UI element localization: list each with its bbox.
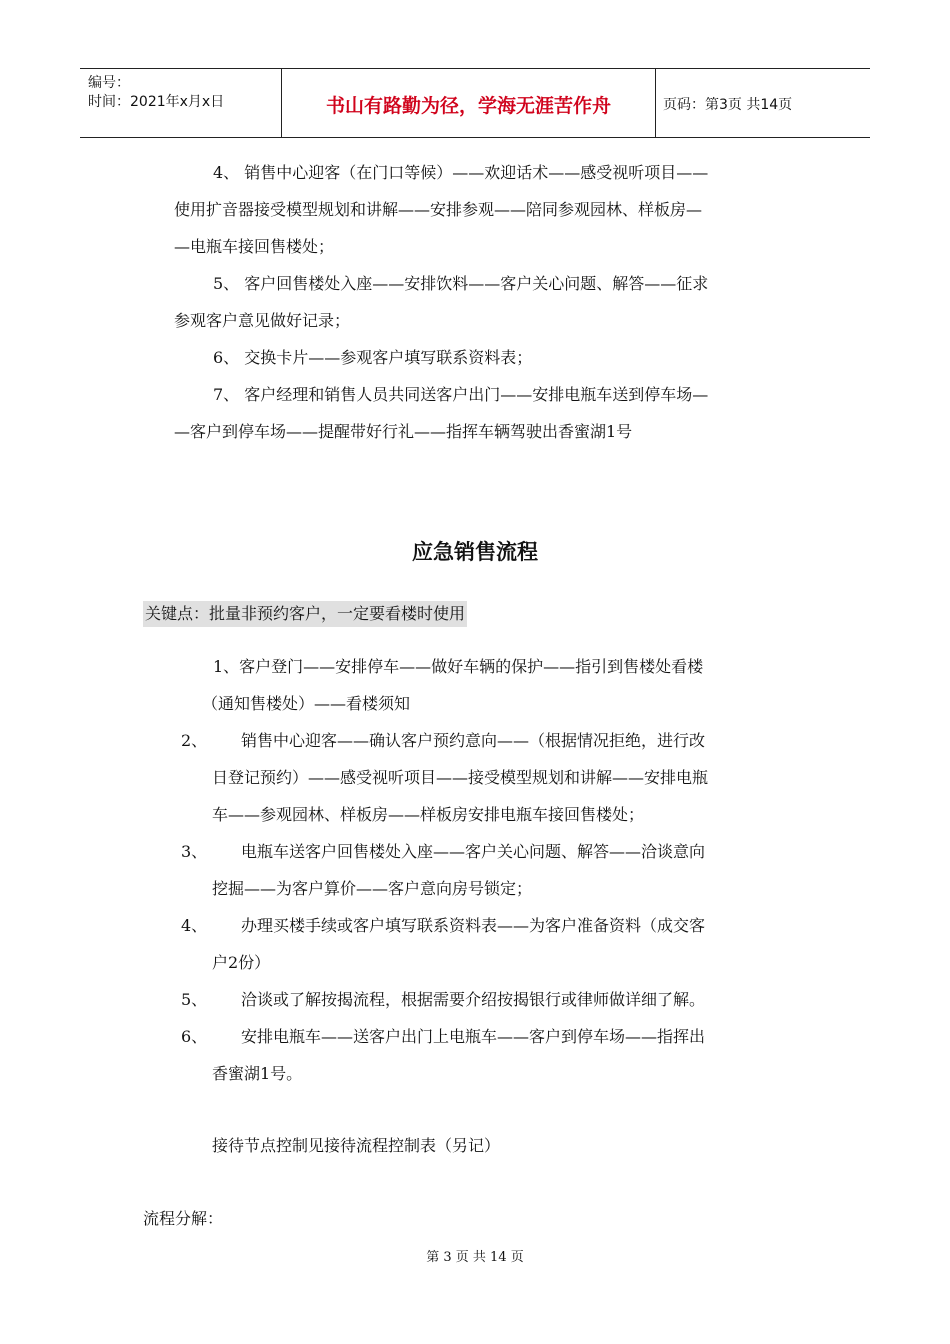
document-time-label: 时间：2021年x月x日 bbox=[88, 94, 225, 110]
emergency-step-3-line-1: 电瓶车送客户回售楼处入座——客户关心问题、解答——洽谈意向 bbox=[241, 842, 706, 861]
page-footer: 第 3 页 共 14 页 bbox=[426, 1250, 524, 1265]
header-page-info: 页码：第3页 共14页 bbox=[663, 97, 793, 113]
header-page-cell bbox=[655, 69, 870, 137]
upper-step-7-line-2: —客户到停车场——提醒带好行礼——指挥车辆驾驶出香蜜湖1号 bbox=[174, 422, 633, 441]
upper-step-4-line-1: 4、 销售中心迎客（在门口等候）——欢迎话术——感受视听项目—— bbox=[213, 163, 709, 182]
upper-step-7-line-1: 7、 客户经理和销售人员共同送客户出门——安排电瓶车送到停车场— bbox=[213, 385, 709, 404]
emergency-step-4-number: 4、 bbox=[181, 916, 208, 935]
section-title: 应急销售流程 bbox=[412, 540, 538, 564]
control-note: 接待节点控制见接待流程控制表（另记） bbox=[212, 1136, 501, 1155]
emergency-step-6-line-1: 安排电瓶车——送客户出门上电瓶车——客户到停车场——指挥出 bbox=[241, 1027, 706, 1046]
header-motto-cell bbox=[281, 69, 656, 137]
upper-step-5-line-1: 5、 客户回售楼处入座——安排饮料——客户关心问题、解答——征求 bbox=[213, 274, 709, 293]
emergency-step-5-number: 5、 bbox=[181, 990, 208, 1009]
emergency-step-3-line-2: 挖掘——为客户算价——客户意向房号锁定； bbox=[212, 879, 533, 898]
emergency-step-2-line-2: 日登记预约）——感受视听项目——接受模型规划和讲解——安排电瓶 bbox=[212, 768, 709, 787]
header-motto: 书山有路勤为径，学海无涯苦作舟 bbox=[325, 95, 611, 117]
key-point-highlight: 关键点：批量非预约客户，一定要看楼时使用 bbox=[143, 601, 467, 627]
emergency-step-2-number: 2、 bbox=[181, 731, 208, 750]
page-header bbox=[80, 68, 870, 138]
upper-step-6-line-1: 6、 交换卡片——参观客户填写联系资料表； bbox=[213, 348, 533, 367]
breakdown-label: 流程分解： bbox=[143, 1209, 224, 1228]
emergency-step-6-line-2: 香蜜湖1号。 bbox=[212, 1064, 303, 1083]
header-meta-cell bbox=[80, 69, 280, 137]
emergency-step-6-number: 6、 bbox=[181, 1027, 208, 1046]
upper-step-4-line-2: 使用扩音器接受模型规划和讲解——安排参观——陪同参观园林、样板房— bbox=[174, 200, 703, 219]
emergency-step-2-line-1: 销售中心迎客——确认客户预约意向——（根据情况拒绝，进行改 bbox=[241, 731, 706, 750]
document-number-label: 编号： bbox=[88, 75, 130, 91]
emergency-step-1-line-1: 1、客户登门——安排停车——做好车辆的保护——指引到售楼处看楼 bbox=[213, 657, 704, 676]
emergency-step-4-line-1: 办理买楼手续或客户填写联系资料表——为客户准备资料（成交客 bbox=[241, 916, 706, 935]
emergency-step-5-line-1: 洽谈或了解按揭流程，根据需要介绍按揭银行或律师做详细了解。 bbox=[241, 990, 706, 1009]
emergency-step-2-line-3: 车——参观园林、样板房——样板房安排电瓶车接回售楼处； bbox=[212, 805, 645, 824]
upper-step-4-line-3: —电瓶车接回售楼处； bbox=[174, 237, 335, 256]
emergency-step-1-line-2: （通知售楼处）——看楼须知 bbox=[202, 694, 411, 713]
emergency-step-4-line-2: 户2份） bbox=[212, 953, 271, 972]
upper-step-5-line-2: 参观客户意见做好记录； bbox=[174, 311, 351, 330]
emergency-step-3-number: 3、 bbox=[181, 842, 208, 861]
